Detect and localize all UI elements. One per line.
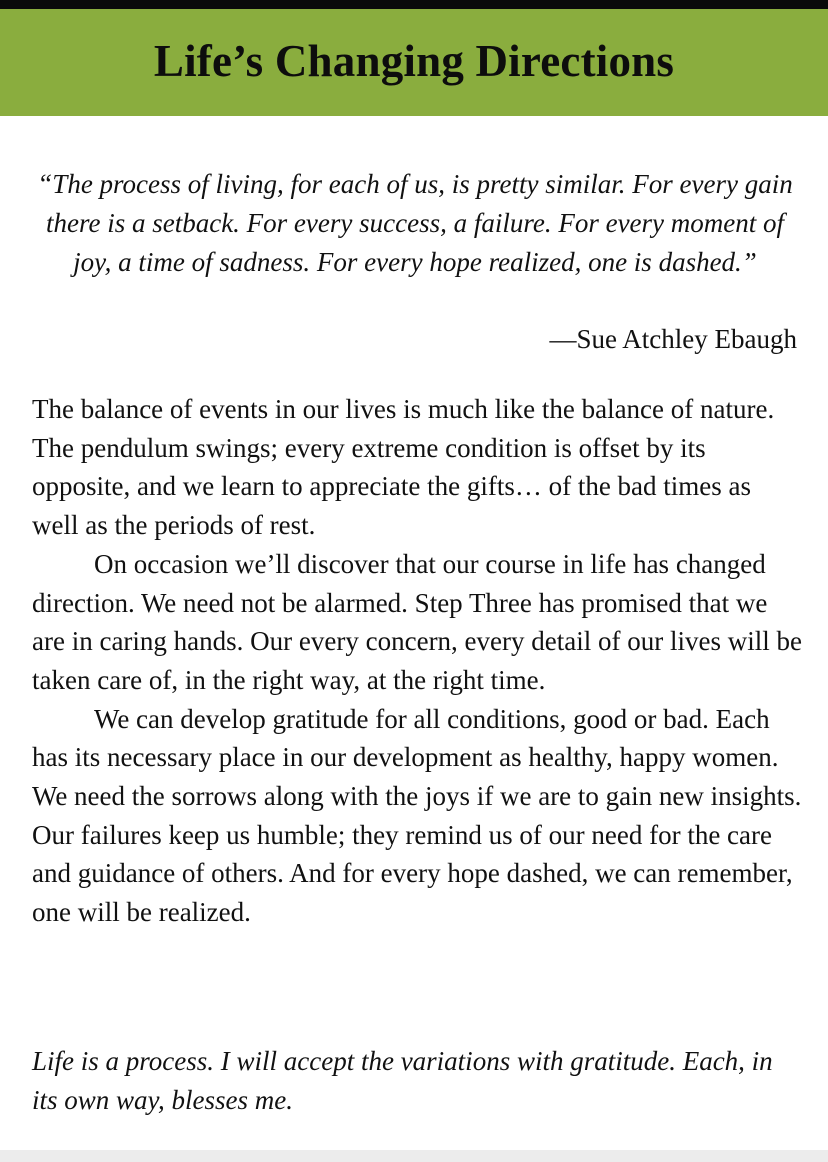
title-banner <box>0 9 828 116</box>
paragraph-3: We can develop gratitude for all conditions, good or bad. Each has its necessary place in our development as healthy, happy women. We need the sorrows along with the joys if we are to gain new insights. Our failures keep us humble; they remind us of our need for the care and guidance of others. And for every hope dashed, we can remember, one will be realized. <box>32 703 802 928</box>
bottom-edge <box>0 1150 828 1162</box>
daily-affirmation: Life is a process. I will accept the variations with gratitude. Each, in its own way, blesses me. <box>32 1046 773 1115</box>
reading-body <box>32 390 802 932</box>
opening-quote: “The process of living, for each of us, is pretty similar. For every gain there is a setback. For every success, a failure. For every moment of joy, a time of sadness. For every hope realized, one is dashed.” <box>37 169 793 277</box>
paragraph-2: On occasion we’ll discover that our course in life has changed direction. We need not be alarmed. Step Three has promised that we are in caring hands. Our every concern, every detail of our lives will be taken care of, in the right way, at the right time. <box>32 548 802 695</box>
paragraph-1: The balance of events in our lives is much like the balance of nature. The pendulum swings; every extreme condition is offset by its opposite, and we learn to appreciate the gifts… of the bad times as well as the periods of rest. <box>32 394 775 541</box>
page-title: Life’s Changing Directions <box>153 35 675 86</box>
top-status-bar <box>0 0 828 9</box>
quote-author: —Sue Atchley Ebaugh <box>549 324 797 354</box>
